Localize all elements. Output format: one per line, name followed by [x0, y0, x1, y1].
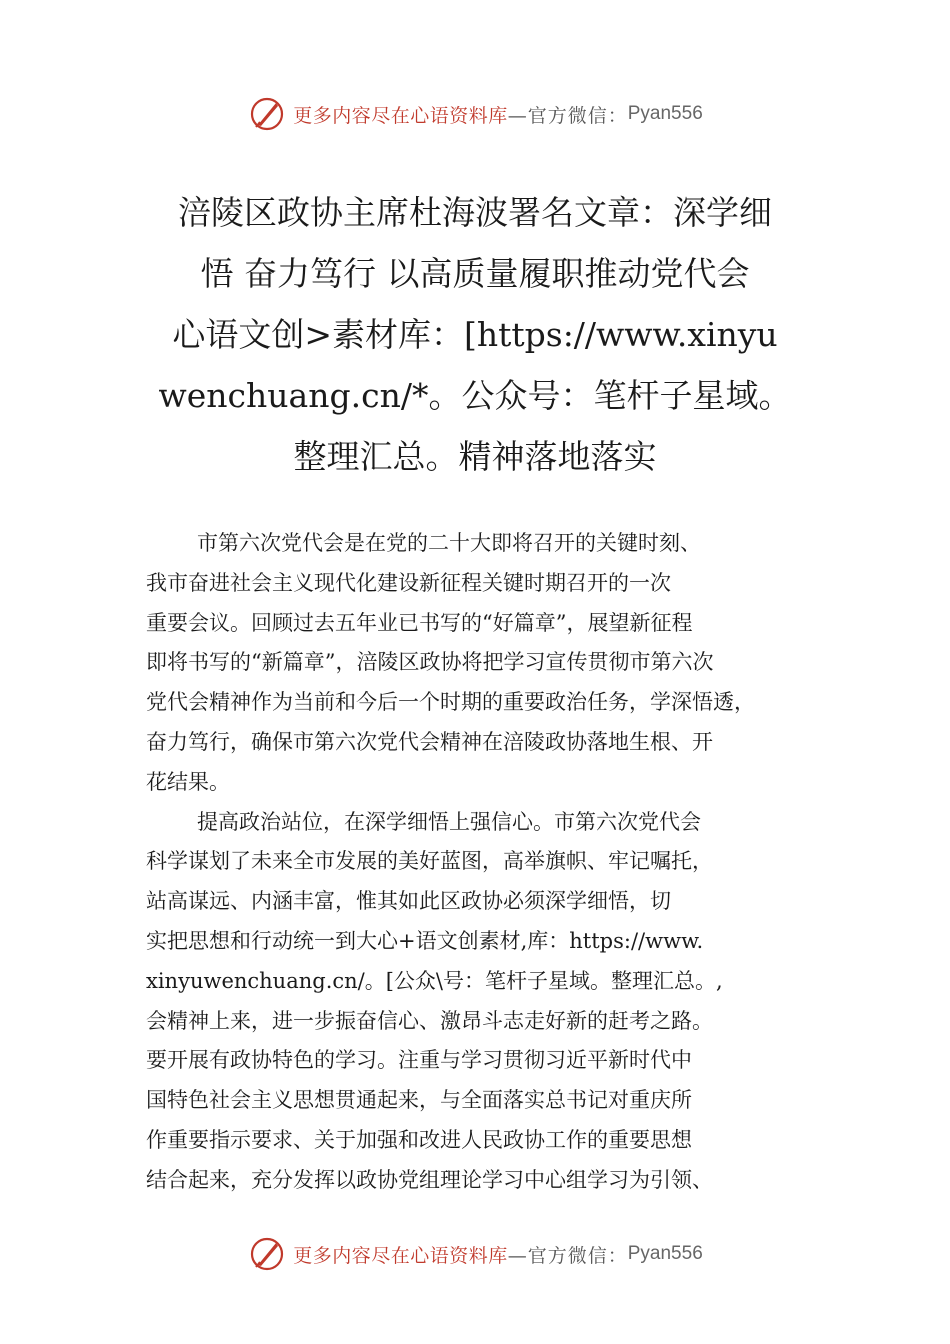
quill-pen-icon — [247, 94, 287, 134]
text-line: 要开展有政协特色的学习。注重与学习贯彻习近平新时代中 — [146, 1048, 692, 1073]
title-line: 心语文创>素材库：[https://www.xinyu — [172, 315, 778, 354]
text-line: 科学谋划了未来全市发展的美好蓝图，高举旗帜、牢记嘱托， — [146, 849, 713, 874]
text-line: 结合起来，充分发挥以政协党组理论学习中心组学习为引领、 — [146, 1167, 713, 1192]
title-line: wenchuang.cn/*。公众号：笔杆子星域。 — [158, 376, 792, 415]
title-line: 整理汇总。精神落地落实 — [293, 437, 657, 476]
text-line: 我市奋进社会主义现代化建设新征程关键时期召开的一次 — [146, 570, 671, 595]
text-line: 国特色社会主义思想贯通起来，与全面落实总书记对重庆所 — [146, 1088, 692, 1113]
document-body — [146, 524, 836, 1201]
footer-watermark — [0, 1234, 950, 1274]
text-line: xinyuwenchuang.cn/。[公众\号：笔杆子星域。整理汇总。, — [146, 968, 723, 993]
watermark-wechat-label: —官方微信： — [507, 1244, 628, 1267]
text-line: 市第六次党代会是在党的二十大即将召开的关键时刻、 — [197, 531, 701, 555]
header-watermark — [0, 94, 950, 134]
paragraph-1 — [146, 524, 836, 803]
text-line: 会精神上来，进一步振奋信心、激昂斗志走好新的赶考之路。 — [146, 1008, 713, 1033]
text-line: 花结果。 — [146, 769, 230, 794]
text-line: 党代会精神作为当前和今后一个时期的重要政治任务，学深悟透， — [146, 690, 755, 715]
watermark-brand: 更多内容尽在心语资料库 — [293, 1244, 508, 1267]
text-line: 站高谋远、内涵丰富，惟其如此区政协必须深学细悟，切 — [146, 889, 671, 914]
title-line: 涪陵区政协主席杜海波署名文章：深学细 — [178, 193, 772, 232]
text-line: 实把思想和行动统一到大心+语文创素材,库：https://www. — [146, 928, 704, 953]
paragraph-2 — [146, 803, 836, 1201]
document-title — [140, 182, 810, 487]
watermark-wechat-id: Pyan556 — [627, 1243, 703, 1264]
watermark-wechat-id: Pyan556 — [627, 103, 703, 124]
text-line: 提高政治站位，在深学细悟上强信心。市第六次党代会 — [197, 809, 701, 834]
text-line: 重要会议。回顾过去五年业已书写的“好篇章”，展望新征程 — [146, 610, 693, 635]
text-line: 即将书写的“新篇章”，涪陵区政协将把学习宣传贯彻市第六次 — [146, 650, 714, 675]
watermark-brand: 更多内容尽在心语资料库 — [293, 104, 508, 127]
quill-pen-icon — [247, 1234, 287, 1274]
title-line: 悟 奋力笃行 以高质量履职推动党代会 — [200, 254, 750, 293]
watermark-wechat-label: —官方微信： — [507, 104, 628, 127]
text-line: 作重要指示要求、关于加强和改进人民政协工作的重要思想 — [146, 1127, 692, 1152]
text-line: 奋力笃行，确保市第六次党代会精神在涪陵政协落地生根、开 — [146, 729, 713, 754]
